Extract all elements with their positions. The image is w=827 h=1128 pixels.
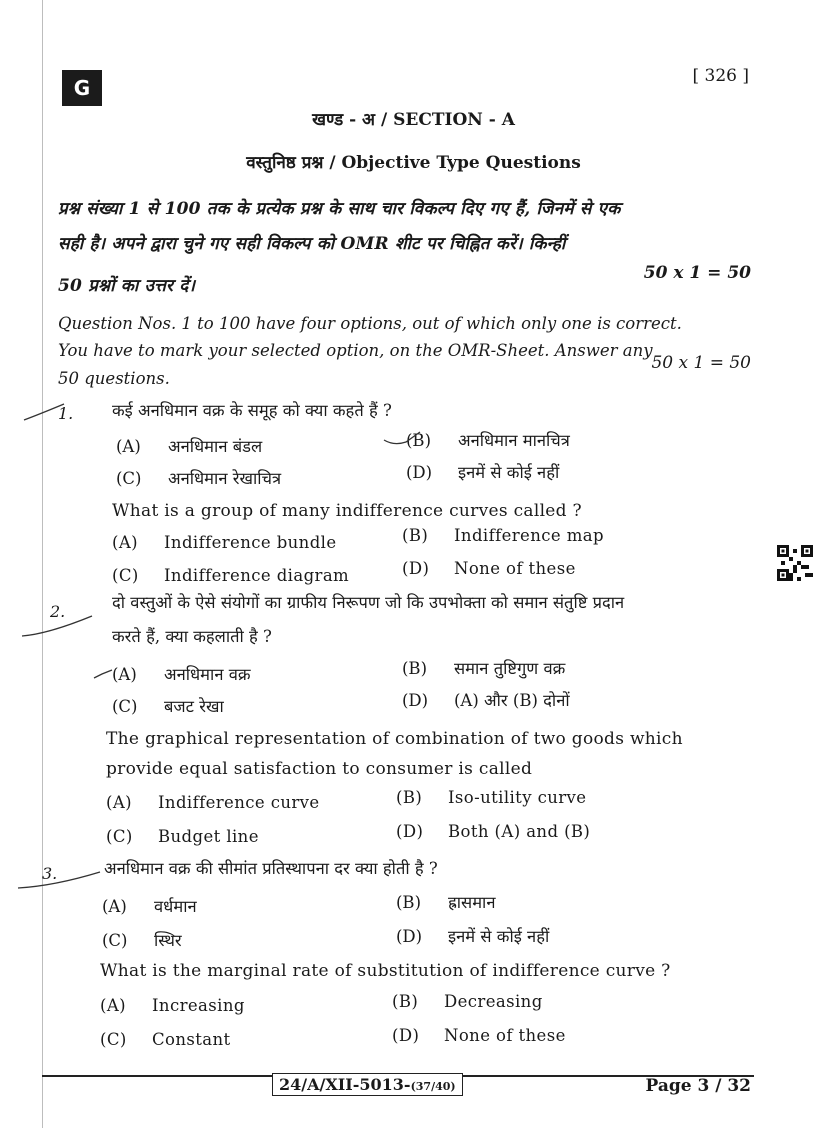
option-label: (B) [392,992,419,1011]
option-hi-a[interactable] [116,434,262,457]
option-label: (A) [112,665,137,684]
option-label: (D) [396,927,423,946]
question-text-hi-line2: करते हैं, क्या कहलाती है ? [112,627,272,646]
question-number: 3. [42,864,58,883]
question-text-hi: कई अनधिमान वक्र के समूह को क्या कहते हैं ? [112,401,392,420]
option-text: Indifference curve [158,793,320,812]
option-text: Decreasing [444,992,543,1011]
option-text: None of these [454,559,576,578]
option-en-d[interactable] [392,1026,566,1045]
option-text: अनधिमान वक्र [164,665,251,684]
option-label: (D) [402,559,430,578]
paper-code: [ 326 ] [692,66,749,86]
option-en-a[interactable] [100,996,245,1015]
option-hi-b[interactable] [396,890,496,913]
set-badge: G [62,70,102,106]
option-text: Constant [152,1030,231,1049]
option-text: ह्रासमान [448,893,496,912]
option-label: (A) [102,897,127,916]
option-text: Indifference map [454,526,604,545]
option-text: Increasing [152,996,245,1015]
question-text-en: What is the marginal rate of substitution of indifference curve ? [100,961,671,981]
option-hi-a[interactable] [112,662,251,685]
footer-code-small: (37/40) [410,1080,456,1093]
option-text: None of these [444,1026,566,1045]
option-hi-c[interactable] [112,694,224,717]
footer-code-text: 24/A/XII-5013- [279,1075,411,1094]
question-text-hi-line1: दो वस्तुओं के ऐसे संयोगों का ग्राफीय निरूपण जो कि उपभोक्ता को समान संतुष्टि प्रदान [112,593,625,612]
instruction-en-line1: Question Nos. 1 to 100 have four options, out of which only one is correct. [58,314,682,333]
option-hi-d[interactable] [402,688,570,711]
option-en-d[interactable] [396,822,590,841]
option-text: इनमें से कोई नहीं [448,927,550,946]
option-label: (B) [402,526,429,545]
option-label: (B) [396,788,423,807]
option-en-a[interactable] [112,533,337,552]
option-text: स्थिर [154,931,182,950]
option-label: (C) [116,469,142,488]
option-label: (A) [112,533,138,552]
option-hi-d[interactable] [406,460,559,483]
question-text-en: What is a group of many indifference curves called ? [112,501,582,521]
option-text: इनमें से कोई नहीं [458,463,560,482]
option-text: (A) और (B) दोनों [454,691,570,710]
pen-tick-mark [92,666,116,684]
option-en-d[interactable] [402,559,576,578]
option-en-c[interactable] [100,1030,231,1049]
option-text: Indifference bundle [164,533,337,552]
option-en-c[interactable] [112,566,349,585]
option-hi-c[interactable] [116,466,281,489]
option-label: (D) [402,691,429,710]
option-label: (B) [406,431,431,450]
option-en-b[interactable] [402,526,604,545]
option-text: वर्धमान [154,897,197,916]
option-label: (C) [100,1030,127,1049]
option-text: Iso-utility curve [448,788,587,807]
option-label: (C) [112,697,138,716]
footer-paper-code [272,1073,463,1096]
option-label: (D) [392,1026,420,1045]
option-label: (B) [402,659,427,678]
instruction-hi-marks: 50 x 1 = 50 [643,263,751,283]
option-text: बजट रेखा [164,697,224,716]
option-label: (A) [100,996,126,1015]
question-text-en-line2: provide equal satisfaction to consumer is called [106,759,533,779]
option-en-b[interactable] [392,992,543,1011]
option-text: Both (A) and (B) [448,822,591,841]
option-label: (D) [396,822,424,841]
option-hi-b[interactable] [406,428,570,451]
instruction-hi-line2: सही है। अपने द्वारा चुने गए सही विकल्प को OMR शीट पर चिह्नित करें। किन्हीं [58,234,566,254]
pen-tick-mark [20,400,70,426]
option-text: अनधिमान रेखाचित्र [168,469,282,488]
option-text: Indifference diagram [164,566,350,585]
option-label: (B) [396,893,421,912]
option-hi-d[interactable] [396,924,549,947]
option-en-c[interactable] [106,827,259,846]
option-hi-a[interactable] [102,894,197,917]
option-label: (C) [106,827,133,846]
instruction-en-line2: You have to mark your selected option, on the OMR-Sheet. Answer any [58,341,653,360]
option-text: Budget line [158,827,259,846]
option-hi-b[interactable] [402,656,565,679]
section-heading: खण्ड - अ / SECTION - A [312,110,515,130]
page-number: Page 3 / 32 [645,1076,751,1096]
option-label: (D) [406,463,433,482]
pen-tick-mark [14,866,104,894]
option-label: (A) [116,437,141,456]
option-en-a[interactable] [106,793,320,812]
option-text: समान तुष्टिगुण वक्र [454,659,566,678]
option-text: अनधिमान बंडल [168,437,263,456]
question-number: 1. [58,404,74,423]
qr-code-icon [777,545,813,581]
objective-heading: वस्तुनिष्ठ प्रश्न / Objective Type Questions [246,153,581,173]
option-en-b[interactable] [396,788,586,807]
pen-tick-mark [380,430,424,452]
option-label: (A) [106,793,132,812]
instruction-hi-line1: प्रश्न संख्या 1 से 100 तक के प्रत्येक प्रश्न के साथ चार विकल्प दिए गए हैं, जिनमें से एक [58,199,621,219]
pen-tick-mark [18,612,98,642]
question-text-en-line1: The graphical representation of combination of two goods which [106,729,683,749]
instruction-en-marks: 50 x 1 = 50 [651,353,751,373]
instruction-en-line3: 50 questions. [58,369,170,388]
question-number: 2. [50,602,66,621]
instruction-hi-line3: 50 प्रश्नों का उत्तर दें। [58,276,196,296]
option-hi-c[interactable] [102,928,182,951]
option-text: अनधिमान मानचित्र [458,431,570,450]
question-text-hi: अनधिमान वक्र की सीमांत प्रतिस्थापना दर क्या होती है ? [104,859,438,878]
option-label: (C) [112,566,139,585]
option-label: (C) [102,931,128,950]
